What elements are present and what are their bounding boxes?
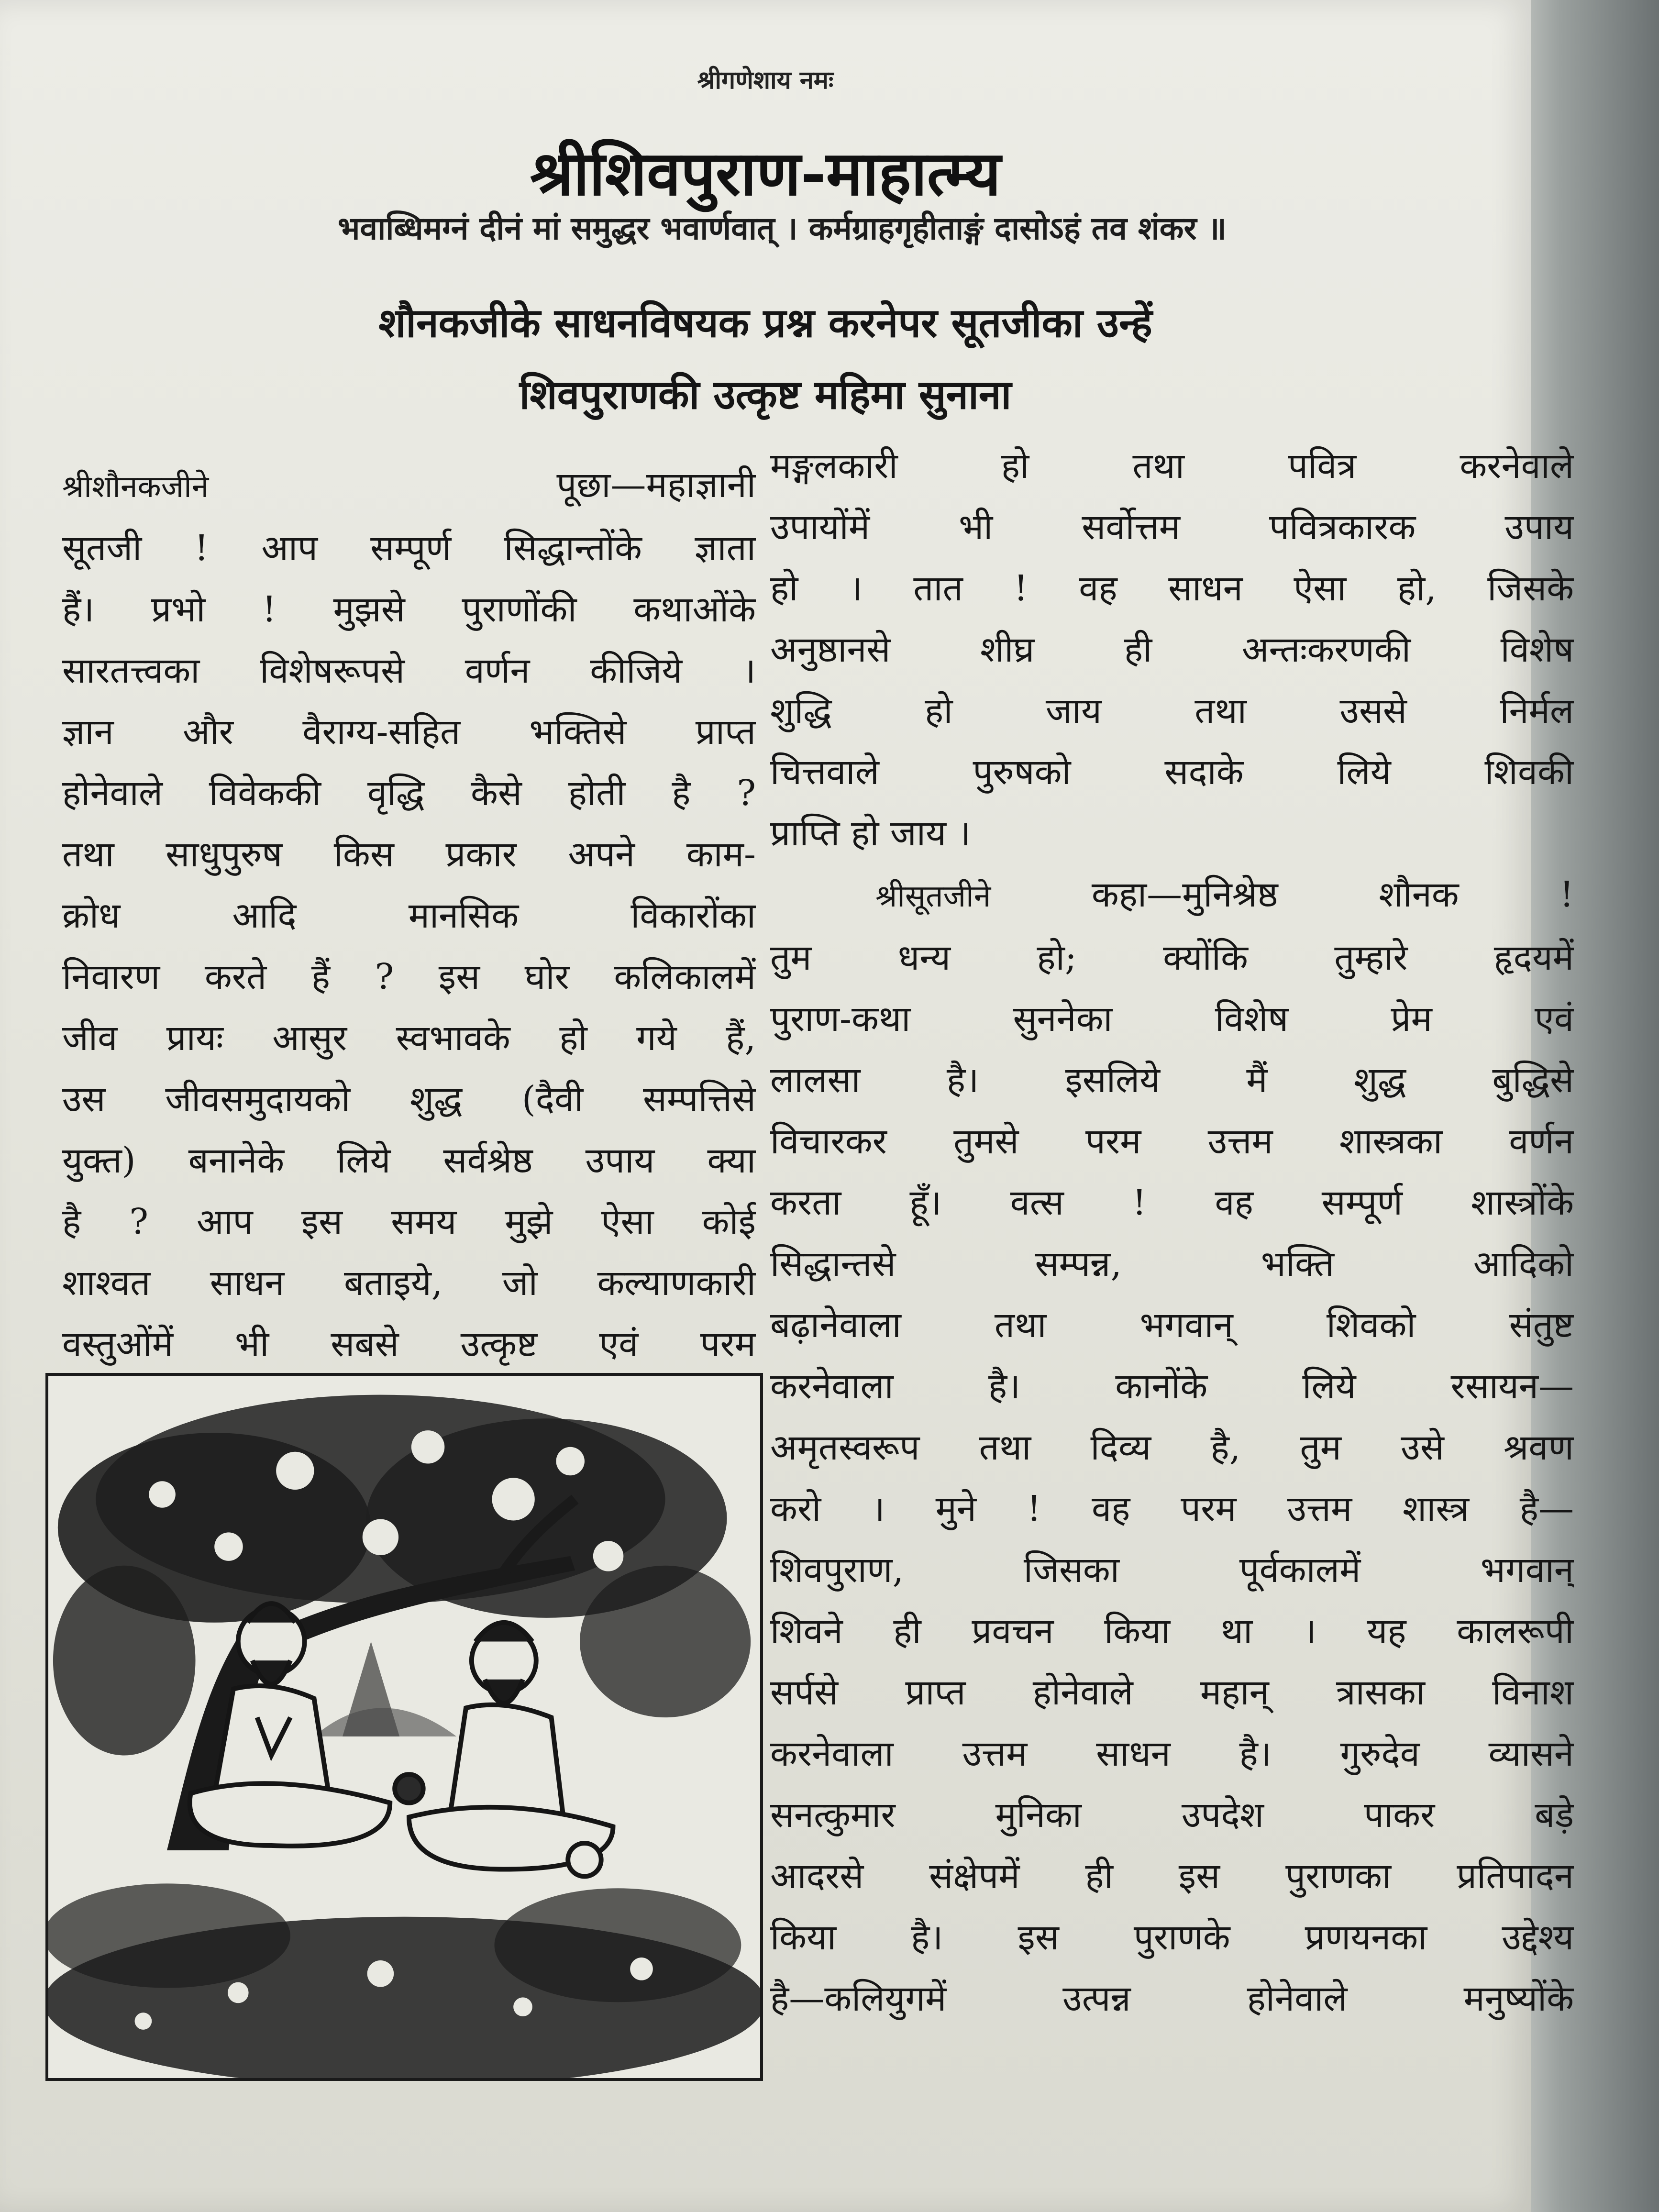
- text-line: शाश्वत साधन बताइये, जो कल्याणकारी: [62, 1262, 756, 1304]
- text-line: उस जीवसमुदायको शुद्ध (दैवी सम्पत्तिसे: [62, 1079, 756, 1120]
- text-line: हो । तात ! वह साधन ऐसा हो, जिसके: [770, 568, 1574, 609]
- section-heading-line-1: शौनकजीके साधनविषयक प्रश्न करनेपर सूतजीका उन्हें: [378, 299, 1152, 346]
- speaker-shaunaka: श्रीशौनकजीने: [62, 469, 209, 505]
- text-line: सनत्कुमार मुनिका उपदेश पाकर बड़े: [770, 1794, 1574, 1836]
- left-first-line-rest: पूछा—महाज्ञानी: [556, 465, 756, 506]
- text-line: निवारण करते हैं ? इस घोर कलिकालमें: [62, 956, 756, 997]
- text-line: करनेवाला है। कानोंके लिये रसायन—: [770, 1366, 1574, 1407]
- text-line: होनेवाले विवेककी वृद्धि कैसे होती है ?: [62, 773, 756, 814]
- text-line: किया है। इस पुराणके प्रणयनका उद्देश्य: [770, 1917, 1574, 1958]
- speaker-suta: श्रीसूतजीने: [875, 879, 991, 914]
- sages-illustration: [45, 1373, 763, 2081]
- text-line: सूतजी ! आप सम्पूर्ण सिद्धान्तोंके ज्ञाता: [62, 528, 756, 569]
- section-heading-line-2: शिवपुराणकी उत्कृष्ट महिमा सुनाना: [519, 371, 1012, 418]
- text-line: अनुष्ठानसे शीघ्र ही अन्तःकरणकी विशेष: [770, 629, 1574, 670]
- text-line: सारतत्त्वका विशेषरूपसे वर्णन कीजिये ।: [62, 650, 756, 691]
- invocation-verse: भवाब्धिमग्नं दीनं मां समुद्धर भवार्णवात् । कर्मग्राहगृहीताङ्गं दासोऽहं तव शंकर ॥: [338, 210, 1227, 247]
- text-line: वस्तुओंमें भी सबसे उत्कृष्ट एवं परम: [62, 1324, 756, 1365]
- text-line: शिवपुराण, जिसका पूर्वकालमें भगवान्: [770, 1549, 1574, 1591]
- text-line: प्राप्ति हो जाय ।: [770, 813, 971, 854]
- text-line: पुराण-कथा सुननेका विशेष प्रेम एवं: [770, 998, 1574, 1040]
- text-line: बढ़ानेवाला तथा भगवान् शिवको संतुष्ट: [770, 1305, 1574, 1346]
- text-line: है—कलियुगमें उत्पन्न होनेवाले मनुष्योंके: [770, 1978, 1574, 2019]
- speaker-line-rest: कहा—मुनिश्रेष्ठ शौनक !: [1091, 874, 1574, 915]
- text-line: अमृतस्वरूप तथा दिव्य है, तुम उसे श्रवण: [770, 1427, 1574, 1468]
- left-first-line: [62, 454, 756, 518]
- text-line: हैं। प्रभो ! मुझसे पुराणोंकी कथाओंके: [62, 589, 756, 630]
- text-line: ज्ञान और वैराग्य-सहित भक्तिसे प्राप्त: [62, 711, 756, 752]
- text-line: उपायोंमें भी सर्वोत्तम पवित्रकारक उपाय: [770, 507, 1574, 548]
- text-line: युक्त) बनानेके लिये सर्वश्रेष्ठ उपाय क्या: [62, 1140, 756, 1181]
- text-line: करनेवाला उत्तम साधन है। गुरुदेव व्यासने: [770, 1733, 1574, 1774]
- page-title: श्रीशिवपुराण-माहात्म्य: [530, 138, 1001, 210]
- text-line: चित्तवाले पुरुषको सदाके लिये शिवकी: [770, 752, 1574, 793]
- right-column: [770, 435, 1574, 2029]
- page-invocation: श्रीगणेशाय नमः: [697, 66, 834, 95]
- speaker-line-suta: [770, 864, 1574, 927]
- text-line: मङ्गलकारी हो तथा पवित्र करनेवाले: [770, 445, 1574, 487]
- text-line: शुद्धि हो जाय तथा उससे निर्मल: [770, 690, 1574, 731]
- illustration-drawing: [48, 1376, 760, 2078]
- text-line: करता हूँ। वत्स ! वह सम्पूर्ण शास्त्रोंके: [770, 1182, 1574, 1223]
- text-line: तथा साधुपुरुष किस प्रकार अपने काम-: [62, 834, 756, 875]
- text-line: करो । मुने ! वह परम उत्तम शास्त्र है—: [770, 1488, 1574, 1529]
- text-line: तुम धन्य हो; क्योंकि तुम्हारे हृदयमें: [770, 937, 1574, 978]
- text-line: सिद्धान्तसे सम्पन्न, भक्ति आदिको: [770, 1243, 1574, 1284]
- section-heading: [120, 287, 1411, 431]
- text-line: विचारकर तुमसे परम उत्तम शास्त्रका वर्णन: [770, 1121, 1574, 1162]
- text-line: लालसा है। इसलिये मैं शुद्ध बुद्धिसे: [770, 1060, 1574, 1101]
- left-column: [62, 454, 756, 1375]
- text-line: जीव प्रायः आसुर स्वभावके हो गये हैं,: [62, 1018, 756, 1059]
- text-line: सर्पसे प्राप्त होनेवाले महान् त्रासका विनाश: [770, 1672, 1574, 1713]
- text-line: शिवने ही प्रवचन किया था । यह कालरूपी: [770, 1611, 1574, 1652]
- text-line: क्रोध आदि मानसिक विकारोंका: [62, 895, 756, 936]
- text-line: आदरसे संक्षेपमें ही इस पुराणका प्रतिपादन: [770, 1856, 1574, 1897]
- text-line: है ? आप इस समय मुझे ऐसा कोई: [62, 1201, 756, 1242]
